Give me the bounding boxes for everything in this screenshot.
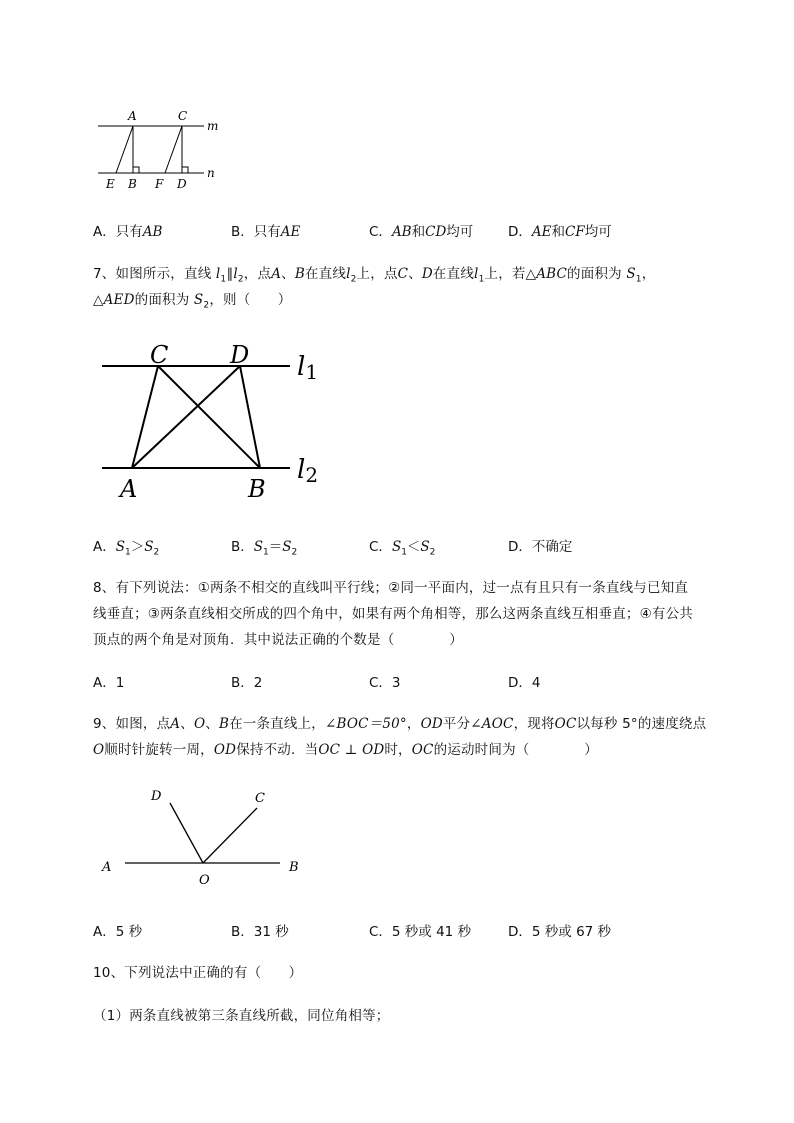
- figure-q6: [90, 100, 230, 195]
- figure-q7: [95, 335, 335, 505]
- label-c: C: [150, 341, 169, 369]
- q9-option-b[interactable]: B．31 秒: [231, 924, 289, 940]
- q9-line-2: O顺时针旋转一周，OD保持不动．当OC ⊥ OD时，OC的运动时间为（ ）: [93, 742, 598, 758]
- segment-cf: [165, 126, 182, 173]
- q8-line-1: 8、有下列说法：①两条不相交的直线叫平行线；②同一平面内，过一点有且只有一条直线与已知直: [93, 580, 689, 596]
- label-l2: l2: [297, 455, 319, 487]
- label-d: D: [151, 789, 162, 804]
- ray-od: [170, 803, 203, 863]
- segment-db: [240, 366, 260, 468]
- q7-line-2: △AED的面积为 $S_2$，则（ ）: [93, 292, 292, 311]
- label-o: O: [199, 873, 210, 888]
- q7-line-1: 7、如图所示，直线 $l_1\parallel l_2$，点A、B在直线$l_2$上，点C、D在直线$l_1$上，若△ABC的面积为 $S_1$，: [93, 266, 656, 285]
- right-angle-mark-d: [182, 167, 188, 173]
- q7-option-b[interactable]: B．$S_1=S_2$: [231, 539, 298, 558]
- q7-option-c[interactable]: C．$S_1<S_2$: [369, 539, 436, 558]
- q6-option-a[interactable]: A．只有AB: [93, 224, 163, 240]
- label-a: A: [102, 860, 112, 875]
- label-c: C: [255, 791, 265, 806]
- label-c: C: [178, 109, 188, 123]
- q9-option-d[interactable]: D．5 秒或 67 秒: [508, 924, 612, 940]
- ray-oc: [203, 808, 257, 863]
- q8-option-c[interactable]: C．3: [369, 675, 401, 691]
- label-a: A: [120, 475, 138, 503]
- label-m: m: [207, 119, 219, 133]
- q10-item-1: （1）两条直线被第三条直线所截，同位角相等；: [93, 1008, 390, 1024]
- segment-da: [132, 366, 240, 468]
- q7-option-d[interactable]: D．不确定: [508, 539, 573, 555]
- label-b: B: [289, 860, 299, 875]
- label-a: A: [128, 109, 137, 123]
- figure-q9: [95, 780, 315, 895]
- label-e: E: [106, 177, 115, 191]
- label-l1: l1: [297, 352, 319, 384]
- q8-line-3: 顶点的两个角是对顶角．其中说法正确的个数是（ ）: [93, 632, 463, 648]
- q9-option-c[interactable]: C．5 秒或 41 秒: [369, 924, 472, 940]
- label-f: F: [155, 177, 164, 191]
- label-b: B: [248, 475, 266, 503]
- q8-option-a[interactable]: A．1: [93, 675, 125, 691]
- label-d: D: [177, 177, 187, 191]
- label-d: D: [230, 341, 250, 369]
- q6-option-c[interactable]: C．AB和CD均可: [369, 224, 474, 240]
- q9-line-1: 9、如图，点A、O、B在一条直线上，∠BOC＝50°，OD平分∠AOC，现将OC以每秒 5°的速度绕点: [93, 716, 707, 732]
- q10-title: 10、下列说法中正确的有（ ）: [93, 965, 303, 981]
- q9-option-a[interactable]: A．5 秒: [93, 924, 143, 940]
- q8-line-2: 线垂直；③两条直线相交所成的四个角中，如果有两个角相等，那么这两条直线互相垂直；④有公共: [93, 606, 694, 622]
- label-b: B: [128, 177, 137, 191]
- segment-ca: [132, 366, 158, 468]
- q7-option-a[interactable]: A．$S_1>S_2$: [93, 539, 160, 558]
- q6-option-b[interactable]: B．只有AE: [231, 224, 301, 240]
- q8-option-d[interactable]: D．4: [508, 675, 541, 691]
- label-n: n: [207, 166, 215, 180]
- segment-ae: [116, 126, 133, 173]
- right-angle-mark-b: [133, 167, 139, 173]
- segment-cb: [158, 366, 260, 468]
- q8-option-b[interactable]: B．2: [231, 675, 263, 691]
- q6-option-d[interactable]: D．AE和CF均可: [508, 224, 612, 240]
